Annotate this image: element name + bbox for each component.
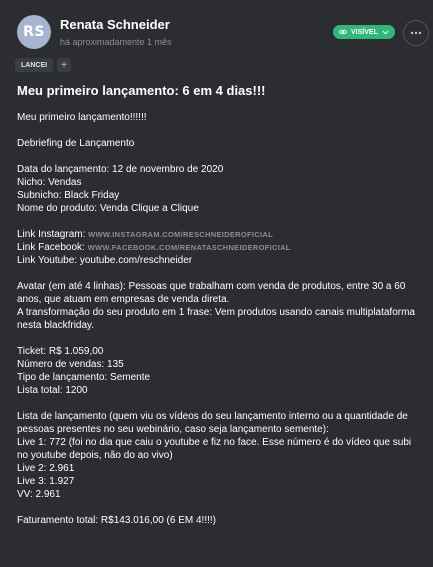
- add-tag-button[interactable]: +: [57, 58, 71, 72]
- eye-icon: [339, 28, 347, 36]
- post-line-avatar: Avatar (em até 4 linhas): Pessoas que trabalham com venda de produtos, entre 30 a 60 anos, que atuam em empresas de venda direta.: [17, 281, 406, 305]
- post-line-tipo: Tipo de lançamento: Semente: [17, 372, 151, 383]
- post-body: [17, 111, 417, 527]
- instagram-label: Link Instagram:: [17, 229, 89, 240]
- post-line-transformacao: A transformação do seu produto em 1 frase: Vem produtos usando canais multiplataforma nesta blackfriday.: [17, 307, 415, 331]
- post-line-intro: Meu primeiro lançamento!!!!!!: [17, 112, 147, 123]
- post-line-ticket: Ticket: R$ 1.059,00: [17, 346, 104, 357]
- post-line-faturamento: Faturamento total: R$143.016,00 (6 EM 4!!!!): [17, 515, 216, 526]
- instagram-link[interactable]: WWW.INSTAGRAM.COM/RESCHNEIDEROFICIAL: [88, 230, 273, 239]
- post-line-facebook: [17, 241, 417, 254]
- post-line-produto: Nome do produto: Venda Clique a Clique: [17, 203, 199, 214]
- visibility-label: VISÍVEL: [351, 28, 378, 36]
- post-header: [17, 15, 417, 51]
- more-options-button[interactable]: [403, 20, 429, 46]
- post-line-subnicho: Subnicho: Black Friday: [17, 190, 120, 201]
- post-line-vv: VV: 2.961: [17, 489, 61, 500]
- post-line-vendas: Número de vendas: 135: [17, 359, 124, 370]
- tag-list: [15, 58, 71, 72]
- post-line-data: Data do lançamento: 12 de novembro de 2020: [17, 164, 224, 175]
- post-line-nicho: Nicho: Vendas: [17, 177, 82, 188]
- post-line-live1: Live 1: 772 (foi no dia que caiu o youtube e fiz no face. Esse número é do vídeo que subi no youtube depois, não do ao vivo): [17, 437, 412, 461]
- chevron-down-icon: [382, 29, 389, 36]
- post-title: Meu primeiro lançamento: 6 em 4 dias!!!: [17, 83, 266, 98]
- avatar[interactable]: RS: [17, 15, 51, 49]
- post-line-youtube: Link Youtube: youtube.com/reschneider: [17, 255, 193, 266]
- post-line-live3: Live 3: 1.927: [17, 476, 75, 487]
- author-name[interactable]: Renata Schneider: [60, 17, 170, 32]
- facebook-link[interactable]: WWW.FACEBOOK.COM/RENATASCHNEIDEROFICIAL: [87, 243, 291, 252]
- post-timestamp: há aproximadamente 1 mês: [60, 37, 172, 47]
- post-line-live2: Live 2: 2.961: [17, 463, 75, 474]
- more-horizontal-icon: [410, 31, 422, 35]
- visibility-dropdown[interactable]: [333, 25, 395, 39]
- facebook-label: Link Facebook:: [17, 242, 88, 253]
- tag-lancei[interactable]: LANCEI: [15, 58, 53, 72]
- post-line-lista-total: Lista total: 1200: [17, 385, 88, 396]
- post-line-lista-lancamento: Lista de lançamento (quem viu os vídeos do seu lançamento interno ou a quantidade de pessoas presentes no seu webinário, caso seja lançamento semente):: [17, 411, 408, 435]
- post-line-instagram: [17, 228, 417, 241]
- post-line-debriefing: Debriefing de Lançamento: [17, 138, 135, 149]
